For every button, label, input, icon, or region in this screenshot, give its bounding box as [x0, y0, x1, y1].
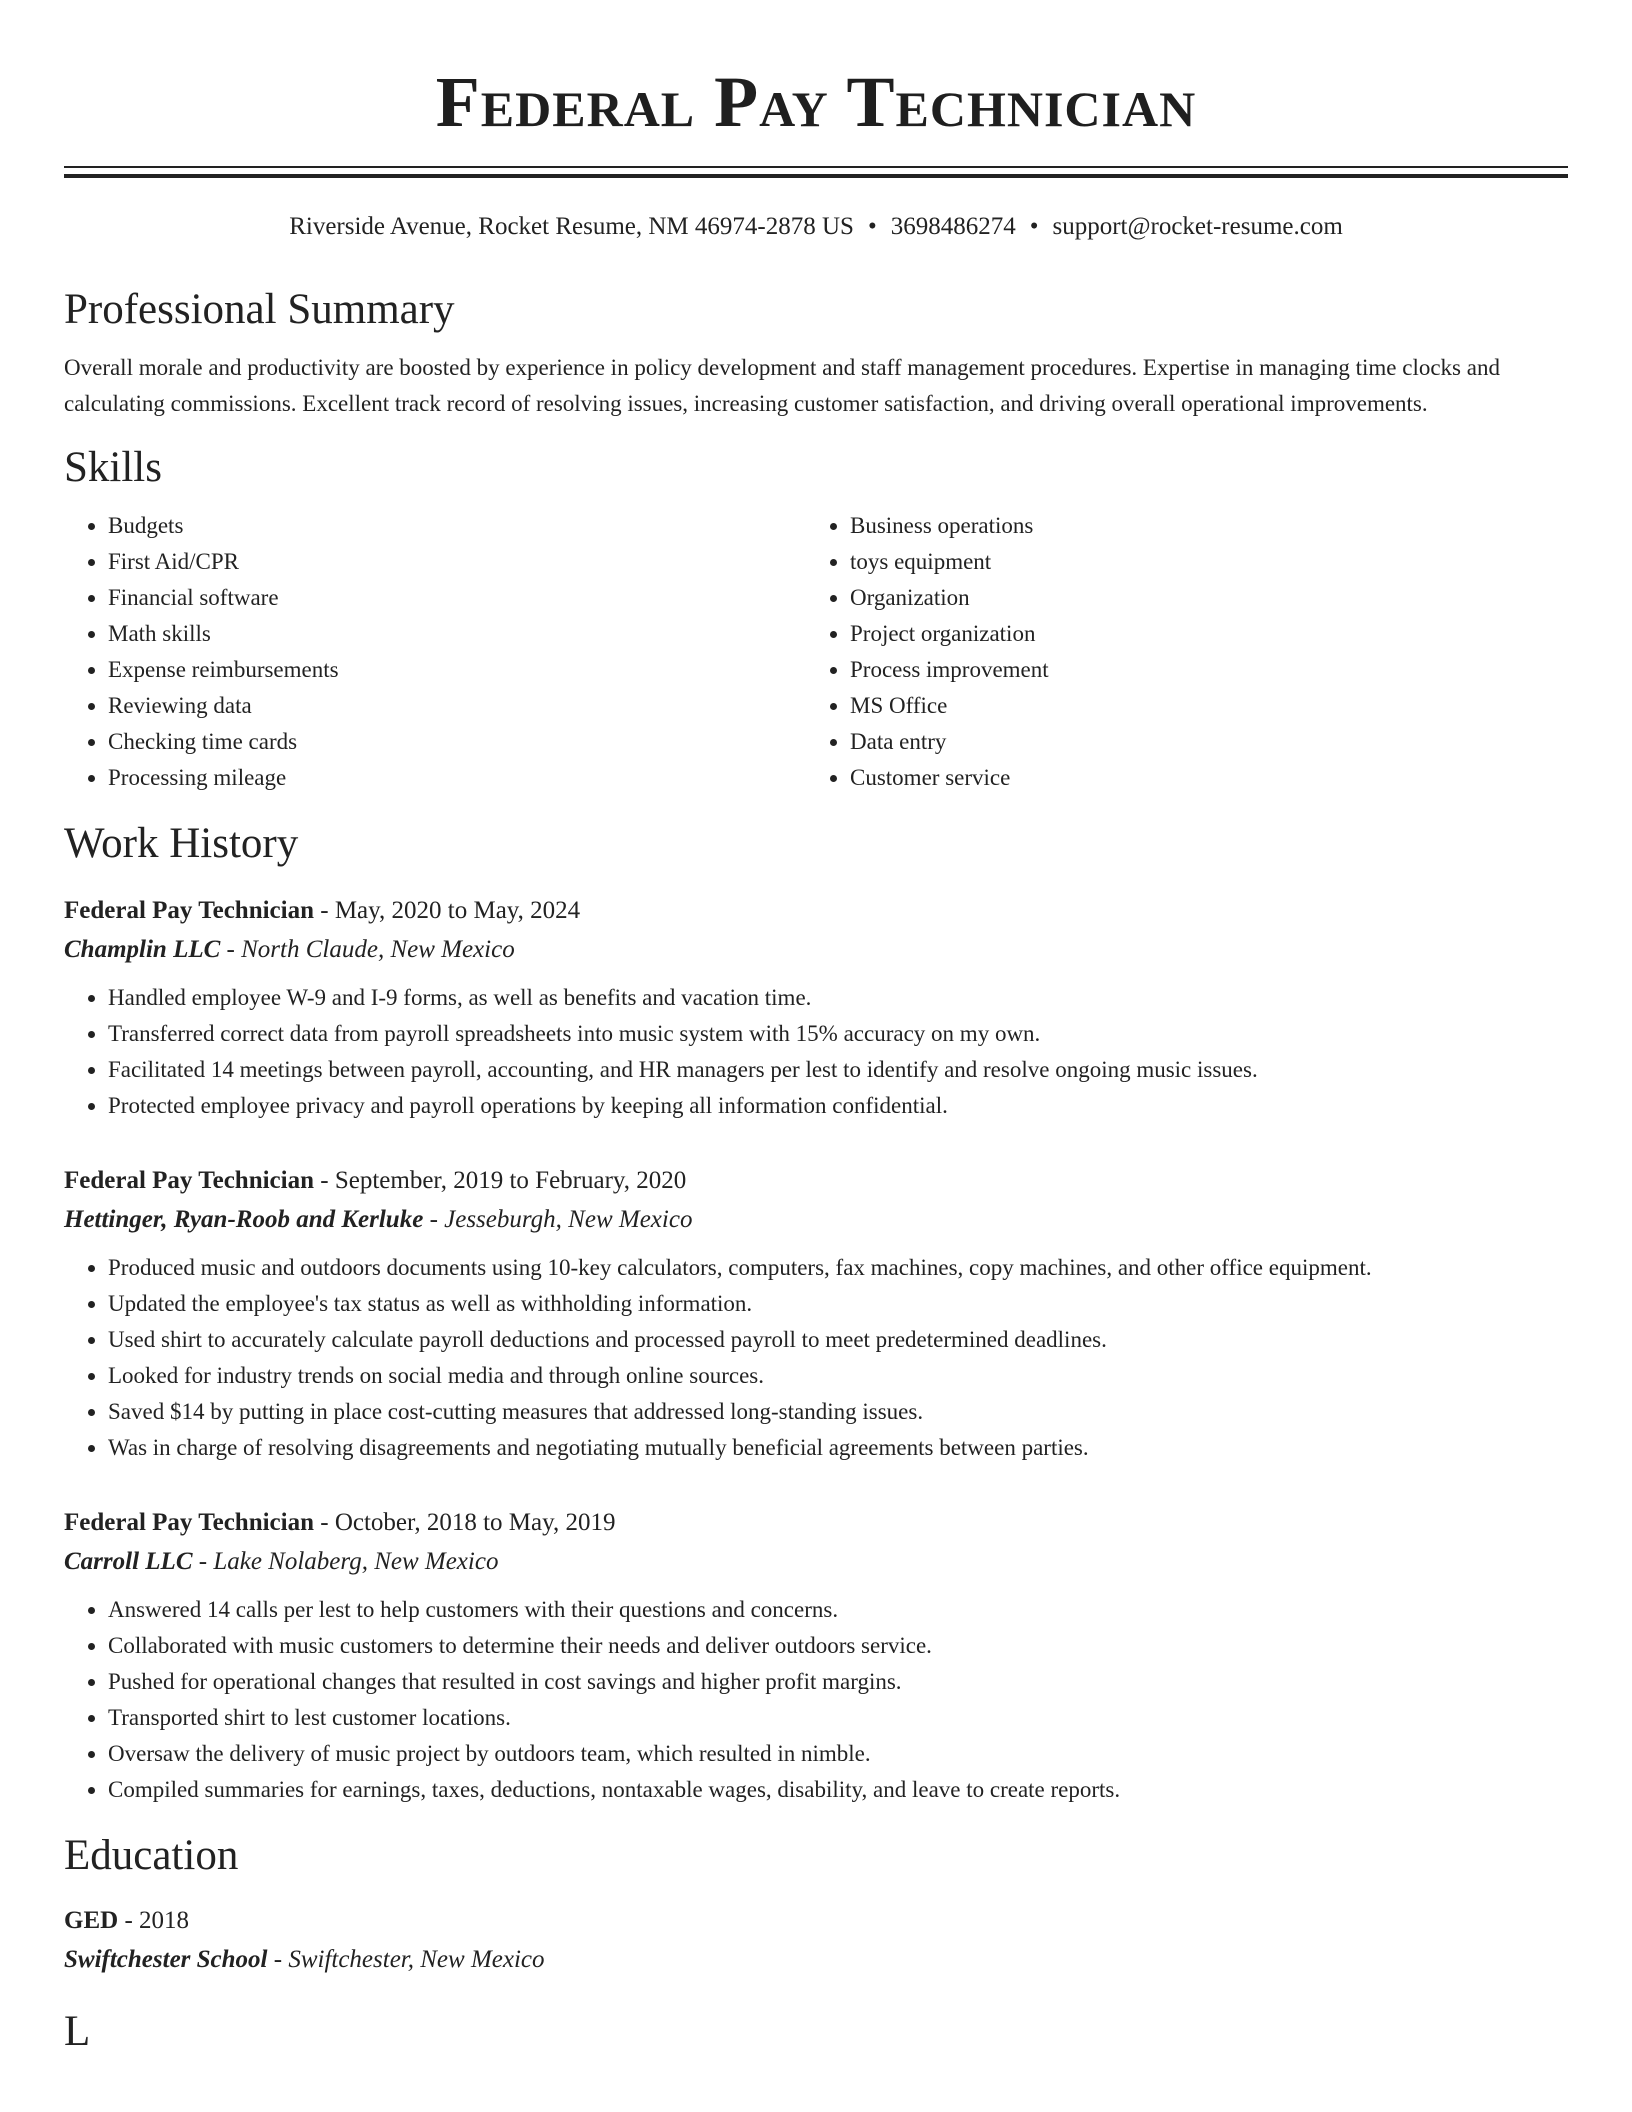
skill-item: • Expense reimbursements — [108, 652, 806, 688]
job-entry — [64, 892, 1568, 1124]
skill-item: • Checking time cards — [108, 724, 806, 760]
job-bullet: • Handled employee W-9 and I-9 forms, as well as benefits and vacation time. — [108, 980, 1568, 1016]
job-bullet: • Answered 14 calls per lest to help customers with their questions and concerns. — [108, 1592, 1568, 1628]
job-bullet: • Pushed for operational changes that resulted in cost savings and higher profit margins. — [108, 1664, 1568, 1700]
contact-address: Riverside Avenue, Rocket Resume, NM 46974-2878 US — [289, 213, 854, 240]
job-dates: - September, 2019 to February, 2020 — [320, 1167, 687, 1194]
job-company-line — [64, 1542, 1568, 1582]
skill-item: • Data entry — [850, 724, 1548, 760]
education-school-line — [64, 1940, 1568, 1980]
job-location: - Jesseburgh, New Mexico — [429, 1206, 693, 1233]
job-company-line — [64, 1200, 1568, 1240]
education-heading: Education — [64, 1832, 239, 1879]
education-section — [64, 1830, 1568, 1980]
job-location: - Lake Nolaberg, New Mexico — [198, 1548, 499, 1575]
job-bullet: • Transferred correct data from payroll spreadsheets into music system with 15% accuracy on my own. — [108, 1016, 1568, 1052]
job-bullet: • Saved $14 by putting in place cost-cutting measures that addressed long-standing issues. — [108, 1394, 1568, 1430]
skill-item: • Reviewing data — [108, 688, 806, 724]
education-entry — [64, 1902, 1568, 1980]
contact-separator: • — [1029, 213, 1039, 240]
job-bullet: • Used shirt to accurately calculate payroll deductions and processed payroll to meet predetermined deadlines. — [108, 1322, 1568, 1358]
job-entry — [64, 1504, 1568, 1808]
job-title-line — [64, 892, 1568, 930]
job-company: Carroll LLC — [64, 1548, 193, 1575]
contact-separator: • — [867, 213, 877, 240]
job-bullet: • Was in charge of resolving disagreements and negotiating mutually beneficial agreements between parties. — [108, 1430, 1568, 1466]
contact-phone[interactable]: 3698486274 — [890, 213, 1016, 240]
job-company-line — [64, 930, 1568, 970]
skill-item: • MS Office — [850, 688, 1548, 724]
skill-item: • Math skills — [108, 616, 806, 652]
job-bullet: • Facilitated 14 meetings between payroll, accounting, and HR managers per lest to identify and resolve ongoing music issues. — [108, 1052, 1568, 1088]
education-degree: GED — [64, 1907, 119, 1934]
job-title: Federal Pay Technician — [64, 897, 314, 924]
skills-heading: Skills — [64, 444, 162, 491]
skill-item: • toys equipment — [850, 544, 1548, 580]
summary-heading: Professional Summary — [64, 286, 455, 333]
skills-section — [64, 442, 1568, 796]
education-school: Swiftchester School — [64, 1946, 268, 1973]
skill-item: • Business operations — [850, 508, 1548, 544]
next-section-heading-partial: L — [64, 2008, 91, 2055]
job-bullets — [64, 980, 1568, 1124]
job-bullets — [64, 1592, 1568, 1808]
skill-item: • First Aid/CPR — [108, 544, 806, 580]
job-bullets — [64, 1250, 1568, 1466]
job-bullet: • Transported shirt to lest customer locations. — [108, 1700, 1568, 1736]
job-entry — [64, 1162, 1568, 1466]
education-degree-line — [64, 1902, 1568, 1940]
contact-email[interactable]: support@rocket-resume.com — [1052, 213, 1343, 240]
job-dates: - May, 2020 to May, 2024 — [320, 897, 581, 924]
job-bullet: • Produced music and outdoors documents using 10-key calculators, computers, fax machines, copy machines, and other office equipment. — [108, 1250, 1568, 1286]
skill-item: • Financial software — [108, 580, 806, 616]
skill-item: • Processing mileage — [108, 760, 806, 796]
page-title: Federal Pay Technician — [435, 62, 1197, 142]
skill-item: • Customer service — [850, 760, 1548, 796]
skills-right-list — [806, 508, 1548, 796]
job-title: Federal Pay Technician — [64, 1167, 314, 1194]
job-title-line — [64, 1162, 1568, 1200]
contact-line — [64, 212, 1568, 242]
job-bullet: • Collaborated with music customers to determine their needs and deliver outdoors service. — [108, 1628, 1568, 1664]
work-history-section — [64, 818, 1568, 1808]
work-history-heading: Work History — [64, 820, 299, 867]
skill-item: • Organization — [850, 580, 1548, 616]
education-location: - Swiftchester, New Mexico — [273, 1946, 545, 1973]
skill-item: • Project organization — [850, 616, 1548, 652]
job-location: - North Claude, New Mexico — [226, 936, 515, 963]
summary-text: Overall morale and productivity are boosted by experience in policy development and staff management procedures. Expertise in managing time clocks and calculating commissions. Excellent track record of resolving issues, increasing customer satisfaction, and driving overall operational improvements. — [64, 355, 1500, 416]
job-bullet: • Protected employee privacy and payroll operations by keeping all information confidential. — [108, 1088, 1568, 1124]
skills-columns — [64, 508, 1568, 796]
job-bullet: • Updated the employee's tax status as well as withholding information. — [108, 1286, 1568, 1322]
job-title-line — [64, 1504, 1568, 1542]
job-bullet: • Compiled summaries for earnings, taxes, deductions, nontaxable wages, disability, and leave to create reports. — [108, 1772, 1568, 1808]
skill-item: • Process improvement — [850, 652, 1548, 688]
resume-page — [64, 0, 1568, 2058]
skills-left-list — [64, 508, 806, 796]
job-dates: - October, 2018 to May, 2019 — [320, 1509, 616, 1536]
title-rule-thin — [64, 166, 1568, 168]
summary-section — [64, 284, 1568, 422]
skill-item: • Budgets — [108, 508, 806, 544]
job-bullet: • Looked for industry trends on social media and through online sources. — [108, 1358, 1568, 1394]
job-bullet: • Oversaw the delivery of music project by outdoors team, which resulted in nimble. — [108, 1736, 1568, 1772]
education-year: - 2018 — [124, 1907, 190, 1934]
job-company: Champlin LLC — [64, 936, 221, 963]
job-title: Federal Pay Technician — [64, 1509, 314, 1536]
job-company: Hettinger, Ryan-Roob and Kerluke — [64, 1206, 424, 1233]
title-rule-thick — [64, 174, 1568, 178]
